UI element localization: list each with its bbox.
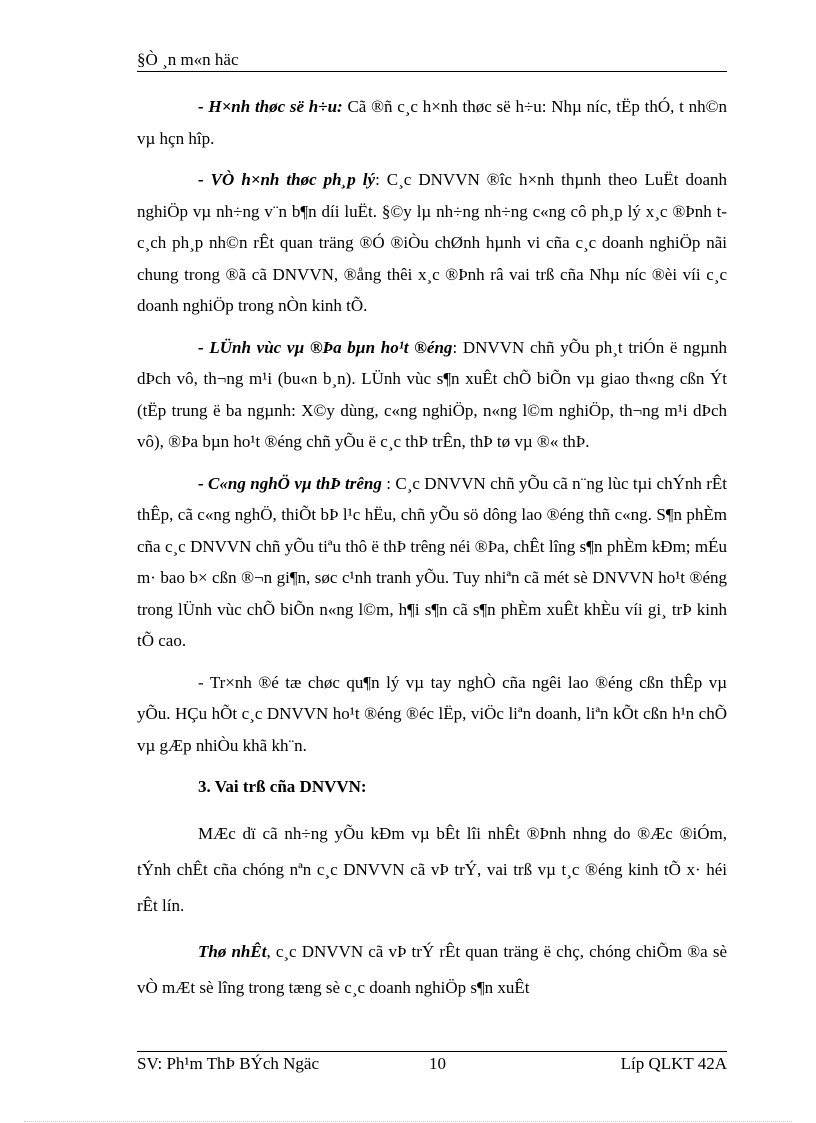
- paragraph-technology: [137, 468, 727, 657]
- paragraph-lead: - LÜnh vùc vµ ®Þa bµn ho¹t ®éng: [198, 337, 453, 357]
- paragraph-lead: - H×nh thøc së h÷u:: [198, 97, 343, 116]
- paragraph-text: , c¸c DNVVN cã vÞ trÝ rÊt quan träng ë chç, chóng chiÕm ®a sè vÒ mÆt sè lîng trong tæng sè c¸c doanh nghiÖp s¶n xuÊt: [137, 941, 727, 997]
- paragraph-text: : DNVVN chñ yÕu ph¸t triÓn ë ngµnh dÞch vô, th¬ng m¹i (bu«n b¸n). LÜnh vùc s¶n xuÊt chÕ biÕn vµ giao th«ng cßn Ýt (tËp trung ë ba ngµnh: X©y dùng, c«ng nghiÖp, n«ng l©m nghiÖp, th¬ng m¹i dÞch vô), ®Þa bµn ho¹t ®éng chñ yÕu ë c¸c thÞ trÊn, thÞ tø vµ ®« thÞ.: [137, 337, 727, 451]
- section-heading: 3. Vai trß cña DNVVN:: [198, 777, 367, 796]
- paragraph-role-intro: [137, 816, 727, 924]
- paragraph-text: MÆc dï cã nh÷ng yÕu kÐm vµ bÊt lîi nhÊt ®Þnh nhng do ®Æc ®iÓm, tÝnh chÊt cña chóng nªn c¸c DNVVN cã vÞ trÝ, vai trß vµ t¸c ®éng kinh tÕ x· héi rÊt lín.: [137, 823, 727, 915]
- footer-divider: [137, 1051, 727, 1052]
- page-bottom-edge: [24, 1121, 792, 1122]
- page-footer: [137, 1054, 727, 1076]
- paragraph-fields: [137, 332, 727, 458]
- paragraph-legal-form: [137, 164, 727, 322]
- paragraph-first-role: [137, 934, 727, 1006]
- body-text: [137, 91, 727, 1016]
- header-divider: [137, 71, 727, 72]
- paragraph-management: [137, 667, 727, 762]
- paragraph-lead: - VÒ h×nh thøc ph¸p lý: [198, 170, 376, 189]
- paragraph-ownership: [137, 91, 727, 154]
- page-header-title: §Ò ¸n m«n häc: [137, 50, 239, 69]
- paragraph-lead: Thø nhÊt: [198, 941, 267, 961]
- paragraph-text: - Tr×nh ®é tæ chøc qu¶n lý vµ tay nghÒ cña ngêi lao ®éng cßn thÊp vµ yÕu. HÇu hÕt c¸c DNVVN ho¹t ®éng ®éc lËp, viÖc liªn doanh, liªn kÕt cßn h¹n chÕ vµ gÆp nhiÒu khã kh¨n.: [137, 672, 727, 755]
- footer-student-name: SV: Ph¹m ThÞ BÝch Ngäc: [137, 1054, 320, 1073]
- paragraph-text: : C¸c DNVVN chñ yÕu cã n¨ng lùc tµi chÝnh rÊt thÊp, cã c«ng nghÖ, thiÕt bÞ l¹c hËu, chñ yÕu sö dông lao ®éng thñ c«ng. S¶n phÈm cña c¸c DNVVN chñ yÕu tiªu thô ë thÞ trêng néi ®Þa, chÊt lîng s¶n phÈm kÐm; mÉu m· bao b× cßn ®¬n gi¶n, søc c¹nh tranh yÕu. Tuy nhiªn cã mét sè DNVVN ho¹t ®éng trong lÜnh vùc chÕ biÕn n«ng l©m, h¶i s¶n cã s¶n phÈm xuÊt khÈu víi gi¸ trÞ kinh tÕ cao.: [137, 473, 728, 650]
- footer-class-name: Líp QLKT 42A: [620, 1054, 727, 1073]
- footer-page-number: 10: [429, 1054, 446, 1073]
- paragraph-text: : C¸c DNVVN ®îc h×nh thµnh theo LuËt doanh nghiÖp vµ nh÷ng v¨n b¶n díi luËt. §©y lµ nh÷ng nh÷ng c«ng cô ph¸p lý x¸c ®Þnh t c¸ch ph¸p nh©n rÊt quan träng ®Ó ®iÒu chØnh hµnh vi cña c¸c doanh nghiÖp nãi chung trong ®ã cã DNVVN, ®ång thêi x¸c ®Þnh râ vai trß cña Nhµ níc ®èi víi c¸c doanh nghiÖp trong nÒn kinh tÕ.: [137, 170, 728, 315]
- paragraph-lead: - C«ng nghÖ vµ thÞ trêng: [198, 473, 382, 493]
- paragraph-text: Cã ®ñ c¸c h×nh thøc së h÷u: Nhµ níc, tËp thÓ, t nh©n vµ hçn hîp.: [137, 97, 727, 148]
